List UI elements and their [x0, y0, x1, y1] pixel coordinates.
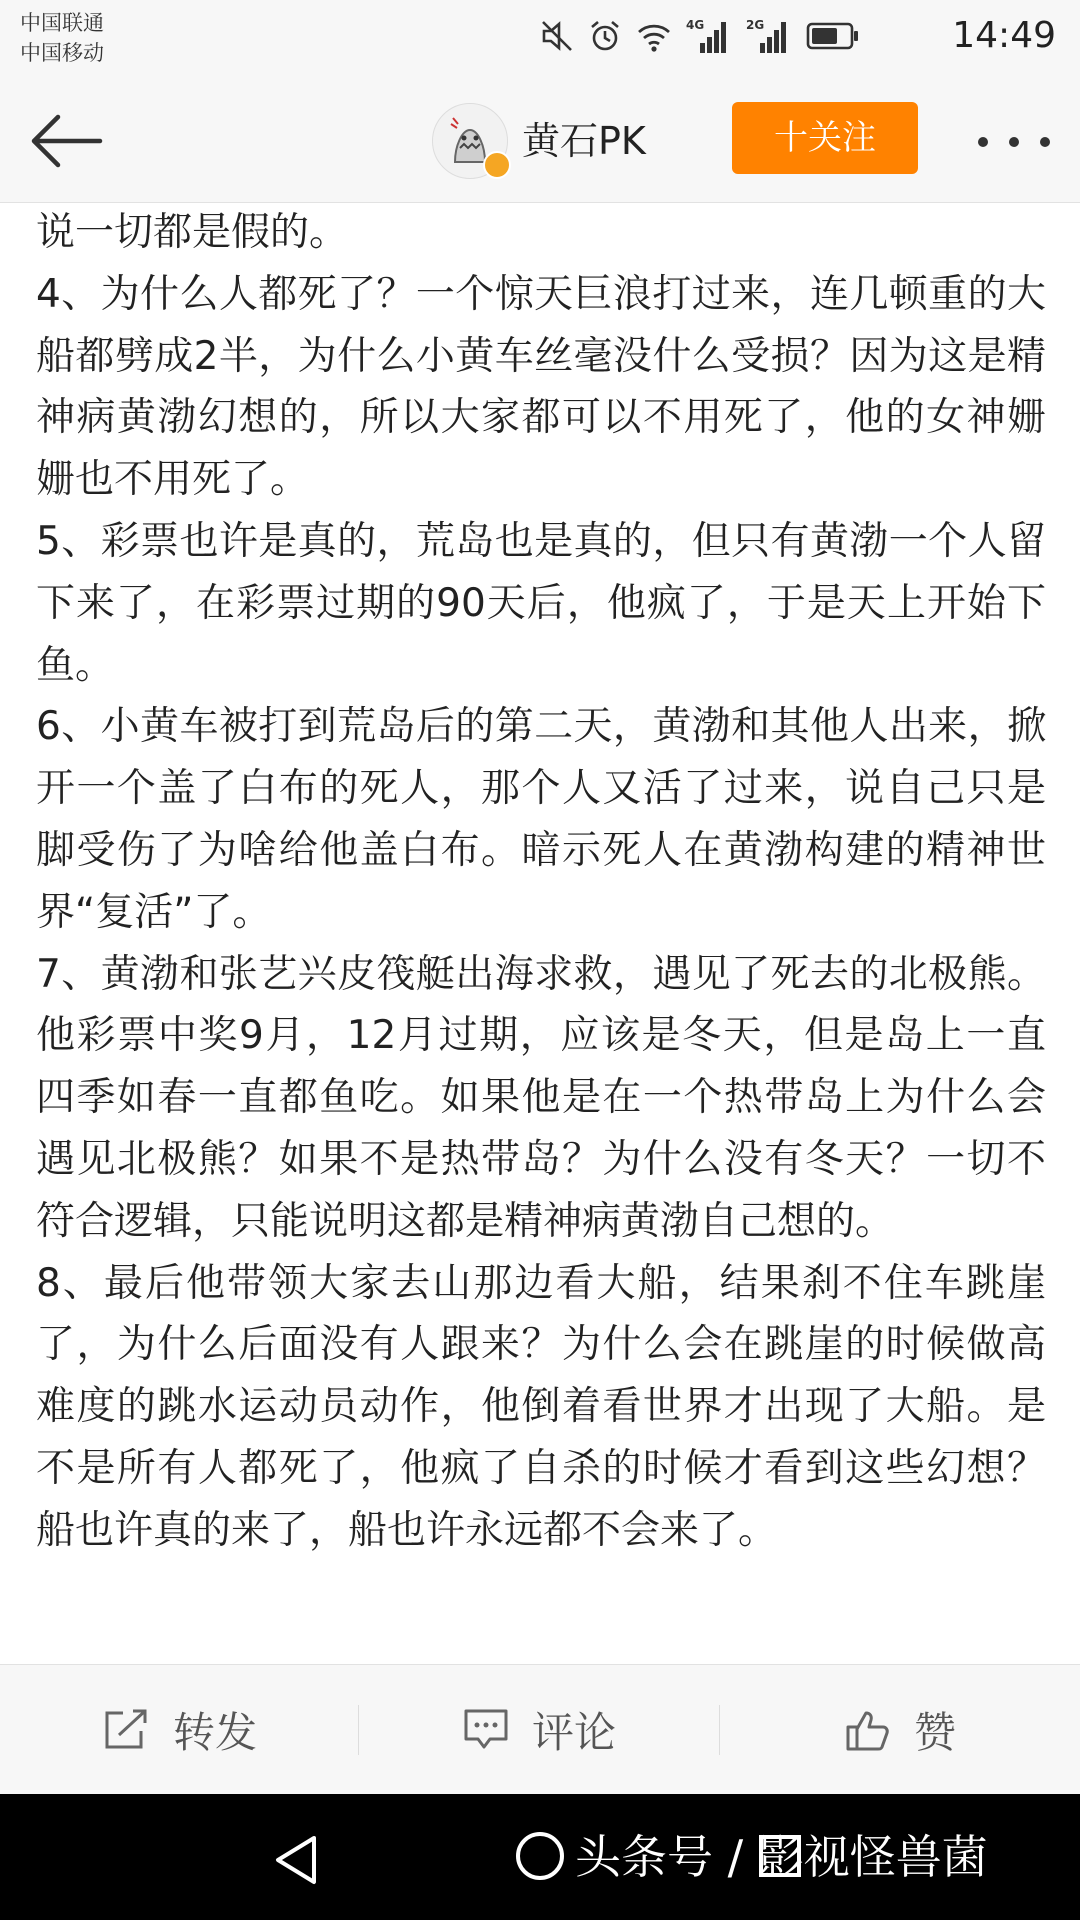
comment-label: 评论	[531, 1708, 616, 1757]
status-time: 14:49	[952, 15, 1056, 56]
navigation-bar	[0, 1794, 1080, 1920]
post-content	[36, 202, 1046, 1664]
back-button[interactable]	[28, 108, 104, 174]
alarm-icon	[588, 19, 622, 53]
network-4g-label: 4G	[686, 18, 705, 32]
more-dot	[978, 137, 988, 147]
username[interactable]: 黄石PK	[522, 119, 646, 163]
verified-badge-icon	[483, 151, 511, 179]
repost-label: 转发	[172, 1708, 257, 1757]
like-button[interactable]	[720, 1665, 1080, 1795]
post-paragraph: 5、彩票也许是真的，荒岛也是真的，但只有黄渤一个人留下来了，在彩票过期的90天后，他疯了，于是天上开始下鱼。	[36, 518, 1046, 688]
action-bar	[0, 1664, 1080, 1795]
like-label: 赞	[913, 1708, 956, 1757]
status-icons	[540, 14, 860, 58]
share-icon	[101, 1707, 151, 1753]
more-dot	[1040, 137, 1050, 147]
carrier-2: 中国移动	[20, 41, 104, 65]
post-paragraph: 6、小黄车被打到荒岛后的第二天，黄渤和其他人出来，掀开一个盖了白布的死人，那个人又活了过来，说自己只是脚受伤了为啥给他盖白布。暗示死人在黄渤构建的精神世界“复活”了。	[36, 704, 1046, 935]
battery-icon	[806, 21, 860, 51]
signal-4g-icon	[686, 17, 732, 55]
follow-button[interactable]: 十关注	[732, 102, 918, 174]
post-paragraph: 说一切都是假的。	[36, 210, 349, 255]
wifi-icon	[636, 19, 672, 53]
post-paragraph: 7、黄渤和张艺兴皮筏艇出海求救，遇见了死去的北极熊。他彩票中奖9月，12月过期，应该是冬天，但是岛上一直四季如春一直都鱼吃。如果他是在一个热带岛上为什么会遇见北极熊？如果不是热带岛？为什么没有冬天？一切不符合逻辑，只能说明这都是精神病黄渤自己想的。	[36, 951, 1046, 1244]
signal-2g-icon	[746, 17, 792, 55]
mute-icon	[540, 19, 574, 53]
repost-button[interactable]	[0, 1665, 358, 1795]
more-icon[interactable]	[978, 122, 1050, 162]
nav-back-icon[interactable]	[272, 1834, 322, 1886]
post-header	[0, 80, 1080, 203]
network-2g-label: 2G	[746, 18, 765, 32]
carrier-1: 中国联通	[20, 11, 104, 35]
nav-home-icon[interactable]	[514, 1830, 566, 1882]
watermark: 头条号 / 影视怪兽菌	[575, 1830, 988, 1884]
comment-button[interactable]	[360, 1665, 718, 1795]
comment-icon	[462, 1707, 510, 1753]
back-arrow-icon	[28, 108, 104, 174]
divider	[358, 1705, 359, 1755]
post-paragraph: 4、为什么人都死了？一个惊天巨浪打过来，连几顿重的大船都劈成2半，为什么小黄车丝毫没什么受损？因为这是精神病黄渤幻想的，所以大家都可以不用死了，他的女神姗姗也不用死了。	[36, 271, 1046, 503]
more-dot	[1009, 137, 1019, 147]
thumbs-up-icon	[844, 1707, 892, 1753]
post-paragraph: 8、最后他带领大家去山那边看大船，结果刹不住车跳崖了，为什么后面没有人跟来？为什么会在跳崖的时候做高难度的跳水运动员动作，他倒着看世界才出现了大船。是不是所有人都死了，他疯了自杀的时候才看到这些幻想？船也许真的来了，船也许永远都不会来了。	[36, 1260, 1046, 1553]
status-bar	[0, 0, 1080, 80]
